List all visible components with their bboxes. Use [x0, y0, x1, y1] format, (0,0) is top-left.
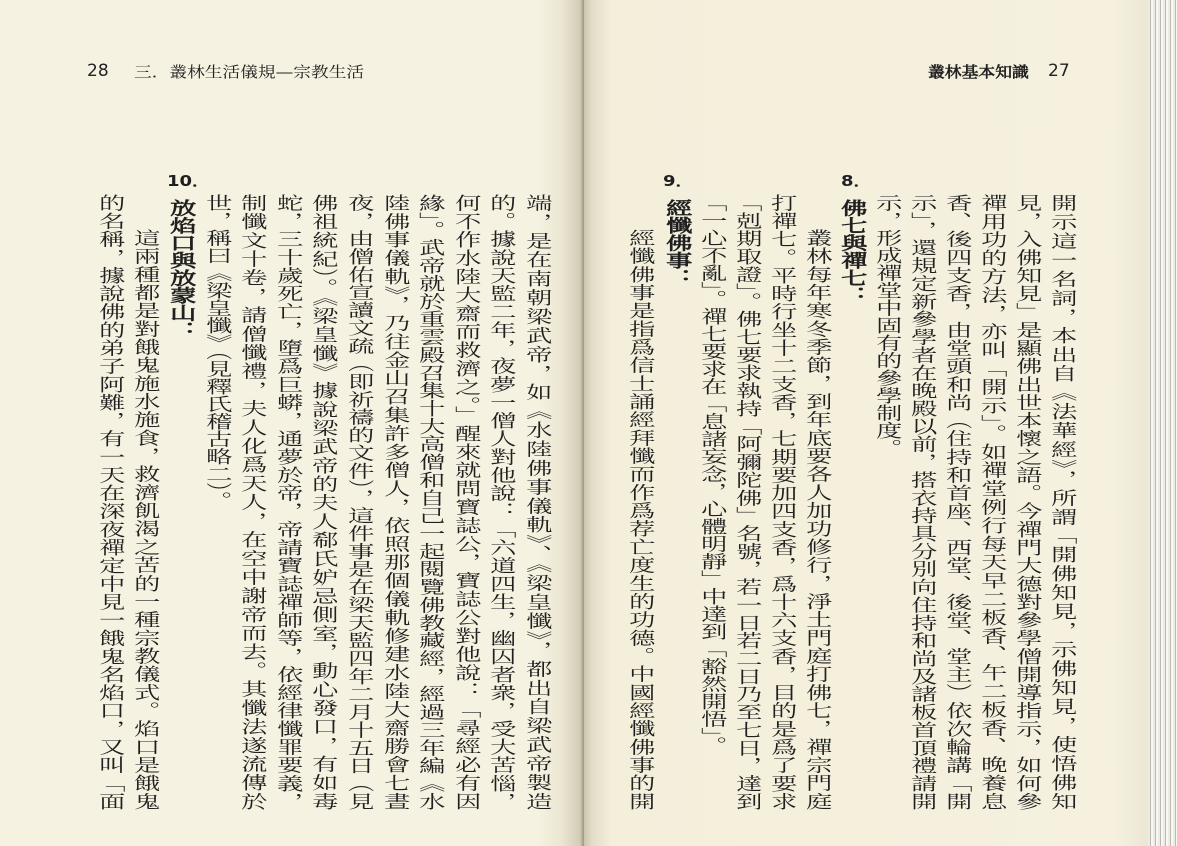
text-line: 緣」。武帝就於重雲殿召集十大高僧和自己一起閱覽佛教藏經，經過三年編《水	[415, 194, 445, 810]
text-line: 見，入佛知見」是顯佛出世本懷之語。今禪門大德對參學僧開導指示，如何參	[1012, 194, 1042, 810]
text-line: 何不作水陸大齋而救濟之。」醒來就問寶誌公，寶誌公對他說：「尋經必有因	[451, 194, 481, 810]
page-edges	[1148, 0, 1177, 846]
running-head: 叢林基本知識	[928, 63, 1029, 81]
section-number: 9．	[663, 172, 694, 190]
section-heading: 佛七與禪七：	[837, 199, 867, 304]
text-line: 端，是在南朝梁武帝，如《水陸佛事儀軌》、《梁皇懺》，都出自梁武帝製造	[522, 194, 552, 810]
section-number: 8．	[841, 172, 872, 190]
text-line: 的名稱，據說佛的弟子阿難，有一天在深夜禪定中見一餓鬼名焰口，又叫「面	[95, 194, 125, 810]
section-heading: 放焰口與放蒙山：	[166, 199, 196, 339]
section-number: 10．	[167, 172, 211, 190]
text-line: 經懺佛事是指爲信士誦經拜懺而作爲荐亡度生的功德。中國經懺佛事的開	[625, 229, 655, 810]
text-line: 香、後四支香，由堂頭和尚（住持和首座、西堂、後堂、堂主）依次輪講「開	[942, 194, 972, 810]
text-line: 開示這一名詞，本出自《法華經》，所謂「開佛知見，示佛知見，使悟佛知	[1047, 194, 1077, 810]
text-line: 示，形成禪堂中固有的參學制度。	[872, 194, 902, 457]
text-line: 夜，由僧佑宣讀文疏（即祈禱的文件），這件事是在梁天監四年二月十五日（見	[344, 194, 374, 810]
text-line: 「一心不亂」。禪七要求在「息諸妄念，心體明靜」中達到「豁然開悟」。	[697, 194, 727, 754]
text-line: 世，稱曰《梁皇懺》（見釋氏稽古略二）。	[202, 194, 232, 509]
left-page	[0, 0, 584, 846]
text-line: 的。據說天監二年，夜夢一僧人對他說：「六道四生，幽囚者衆，受大苦惱，	[486, 194, 516, 810]
text-line: 制懺文十卷，請僧懺禮，夫人化爲天人，在空中謝帝而去。其懺法遂流傳於	[237, 194, 267, 810]
text-line: 這兩種都是對餓鬼施水施食，救濟飢渴之苦的一種宗教儀式。焰口是餓鬼	[130, 229, 160, 810]
text-line: 禪用功的方法，亦叫「開示」。如禪堂例行每天早二板香、午二板香、晚養息	[977, 194, 1007, 810]
text-line: 蛇，三十歲死亡，墮爲巨蟒，通夢於帝，帝請寶誌禪師等，依經律懺罪要義，	[273, 194, 303, 810]
text-line: 佛祖統紀）。《梁皇懺》據說梁武帝的夫人郗氏妒忌側室，動心發口，有如毒	[308, 194, 338, 810]
text-line: 打禪七。平時行坐十二支香，七期要加四支香，爲十六支香，目的是爲了要求	[767, 194, 797, 810]
text-line: 示」，還規定新參學者在晚殿以前，搭衣持具分別向住持和尚及諸板首頂禮請開	[907, 194, 937, 810]
section-heading: 經懺佛事：	[662, 199, 692, 287]
page-number: 28	[87, 61, 109, 81]
right-page	[584, 0, 1148, 846]
page-number: 27	[1048, 61, 1070, 81]
text-line: 叢林每年寒冬季節，到年底要各人加功修行，淨土門庭打佛七，禪宗門庭	[802, 229, 832, 810]
text-line: 「剋期取證」。佛七要求執持「阿彌陀佛」名號，若一日若二日乃至七日，達到	[732, 194, 762, 810]
running-head: 三．叢林生活儀規—宗教生活	[134, 63, 365, 81]
text-line: 陸佛事儀軌》，乃往金山召集許多僧人，依照那個儀軌修建水陸大齋勝會七晝	[380, 194, 410, 810]
